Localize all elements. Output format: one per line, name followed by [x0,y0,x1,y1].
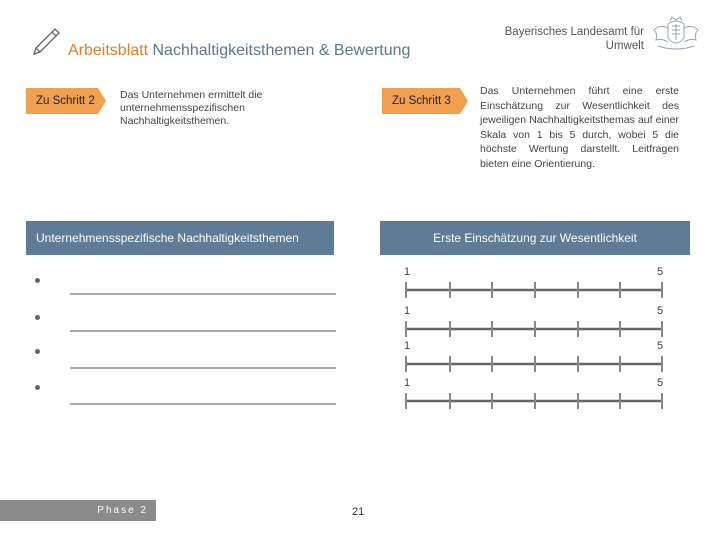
rating-scale-2[interactable] [404,305,664,345]
rating-scale-1[interactable] [404,266,664,306]
title-part-1: Arbeitsblatt [68,42,149,59]
scale-max-label: 5 [657,266,664,278]
topic-bullet-2 [35,315,40,320]
scale-axis [404,354,666,374]
pencil-icon [28,26,62,60]
step-3-description: Das Unternehmen führt eine erste Einschätzung zur Wesentlichkeit des jeweiligen Nachhaltigkeitsthemas auf einer Skala von 1 bis 5 durch, wobei 5 die höchste Wertung darstellt. Leitfragen bieten eine Orientierung. [480,85,679,170]
scale-min-label: 1 [404,340,411,352]
step-3-label [382,88,468,114]
scale-min-label: 1 [404,377,411,389]
scale-axis [404,280,666,300]
topic-input-line-4[interactable] [70,403,336,405]
topic-input-line-3[interactable] [70,367,336,369]
topic-bullet-4 [35,385,40,390]
assessment-column-header: Erste Einschätzung zur Wesentlichkeit [380,221,690,255]
phase-label: Phase 2 [0,500,156,521]
rating-scale-3[interactable] [404,340,664,380]
topic-bullet-3 [35,349,40,354]
scale-max-label: 5 [657,340,664,352]
topic-bullet-1 [35,278,40,283]
step-2-label-text: Zu Schritt 2 [36,95,95,107]
topic-input-line-1[interactable] [70,293,336,295]
scale-axis [404,319,666,339]
step-2-description: Das Unternehmen ermittelt die unternehmensspezifischen Nachhaltigkeitsthemen. [120,89,263,127]
step-2-label [26,88,106,114]
organization-name [462,25,644,53]
page-title [68,42,410,60]
scale-axis [404,391,666,411]
page-number: 21 [352,506,365,518]
org-line-1: Bayerisches Landesamt für [504,26,644,38]
topic-input-line-2[interactable] [70,330,336,332]
scale-max-label: 5 [657,305,664,317]
title-part-2: Nachhaltigkeitsthemen & Bewertung [152,42,411,59]
scale-max-label: 5 [657,377,664,389]
scale-min-label: 1 [404,305,411,317]
crest-logo [648,16,704,52]
org-line-2: Umwelt [605,40,644,52]
scale-min-label: 1 [404,266,411,278]
topics-column-header: Unternehmensspezifische Nachhaltigkeitsthemen [26,221,334,255]
step-3-label-text: Zu Schritt 3 [392,95,451,107]
rating-scale-4[interactable] [404,377,664,417]
